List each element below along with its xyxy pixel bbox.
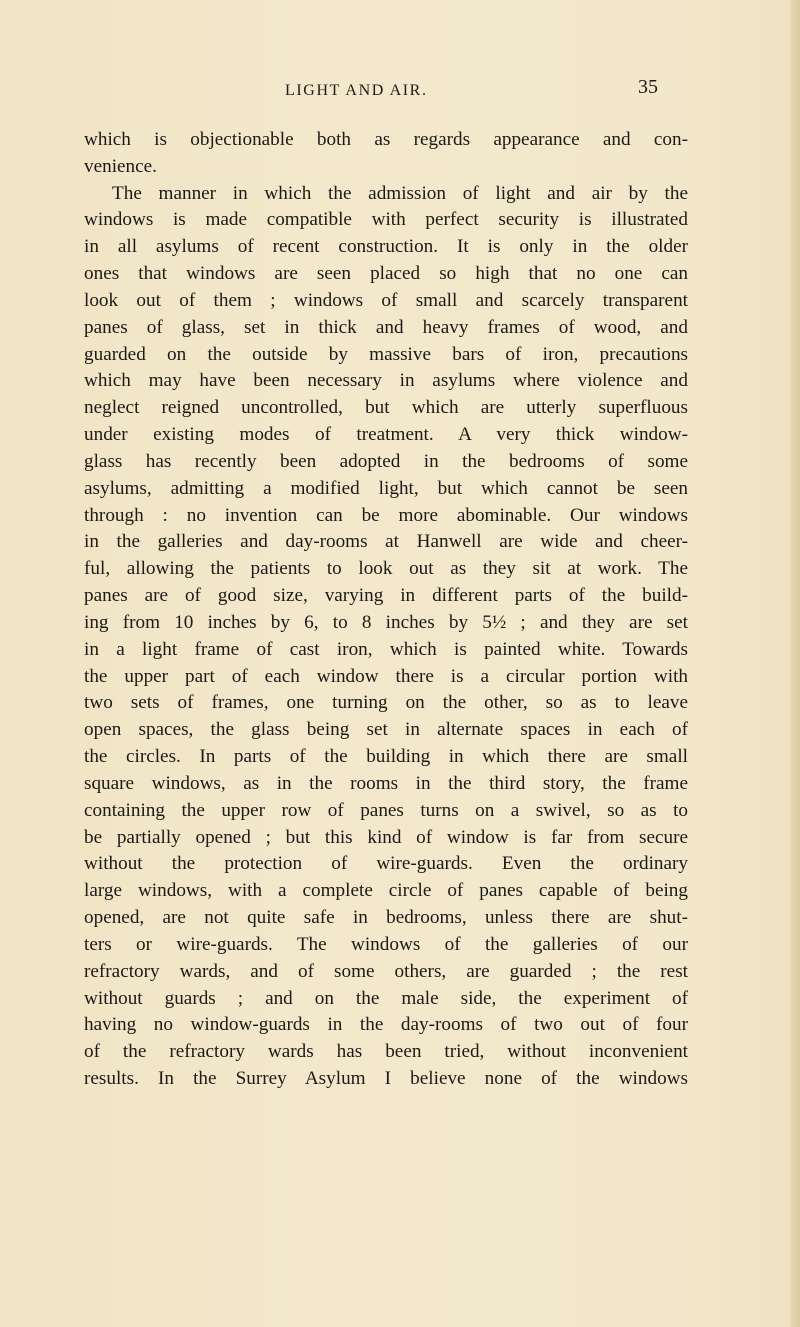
text-line: which may have been necessary in asylums where violence and: [84, 370, 688, 392]
text-line: in a light frame of cast iron, which is painted white. Towards: [84, 638, 688, 660]
page-number: 35: [638, 76, 658, 98]
text-line: square windows, as in the rooms in the third story, the frame: [84, 772, 688, 794]
text-line: without guards ; and on the male side, the experiment of: [84, 987, 688, 1009]
text-line: panes of glass, set in thick and heavy frames of wood, and: [84, 316, 688, 338]
text-line: in all asylums of recent construction. It is only in the older: [84, 236, 688, 258]
text-line: opened, are not quite safe in bedrooms, unless there are shut-: [84, 907, 688, 929]
text-line: neglect reigned uncontrolled, but which are utterly superfluous: [84, 397, 688, 419]
text-line: venience.: [84, 155, 157, 177]
text-line: ones that windows are seen placed so high that no one can: [84, 263, 688, 285]
text-line: the circles. In parts of the building in which there are small: [84, 746, 688, 768]
text-line: windows is made compatible with perfect security is illustrated: [84, 209, 688, 231]
running-head: LIGHT AND AIR.: [285, 82, 428, 99]
text-line: ing from 10 inches by 6, to 8 inches by 5½ ; and they are set: [84, 611, 688, 633]
text-line: two sets of frames, one turning on the other, so as to leave: [84, 692, 688, 714]
text-line: in the galleries and day-rooms at Hanwell are wide and cheer-: [84, 531, 688, 553]
text-line: guarded on the outside by massive bars of iron, precautions: [84, 343, 688, 365]
text-line: glass has recently been adopted in the bedrooms of some: [84, 450, 688, 472]
text-line: large windows, with a complete circle of panes capable of being: [84, 880, 688, 902]
text-line: open spaces, the glass being set in alternate spaces in each of: [84, 719, 688, 741]
page-header: [0, 76, 800, 112]
text-line: asylums, admitting a modified light, but which cannot be seen: [84, 477, 688, 499]
text-line: of the refractory wards has been tried, without inconvenient: [84, 1041, 688, 1063]
text-line: under existing modes of treatment. A very thick window-: [84, 424, 688, 446]
text-line: results. In the Surrey Asylum I believe none of the windows: [84, 1067, 688, 1089]
text-line: the upper part of each window there is a circular portion with: [84, 665, 688, 687]
body-text: [84, 127, 688, 1093]
text-line: containing the upper row of panes turns on a swivel, so as to: [84, 799, 688, 821]
text-line: ters or wire-guards. The windows of the galleries of our: [84, 933, 688, 955]
text-line: having no window-guards in the day-rooms of two out of four: [84, 1014, 688, 1036]
paragraph-first-line: The manner in which the admission of light and air by the: [112, 182, 688, 204]
page-edge: [790, 0, 800, 1327]
text-line: which is objectionable both as regards appearance and con-: [84, 129, 688, 150]
text-line: refractory wards, and of some others, are guarded ; the rest: [84, 960, 688, 982]
text-line: be partially opened ; but this kind of window is far from secure: [84, 826, 688, 848]
text-line: panes are of good size, varying in different parts of the build-: [84, 585, 688, 607]
text-line: without the protection of wire-guards. Even the ordinary: [84, 853, 688, 875]
text-line: look out of them ; windows of small and scarcely transparent: [84, 289, 688, 311]
text-line: through : no invention can be more abominable. Our windows: [84, 504, 688, 526]
text-line: ful, allowing the patients to look out as they sit at work. The: [84, 558, 688, 580]
